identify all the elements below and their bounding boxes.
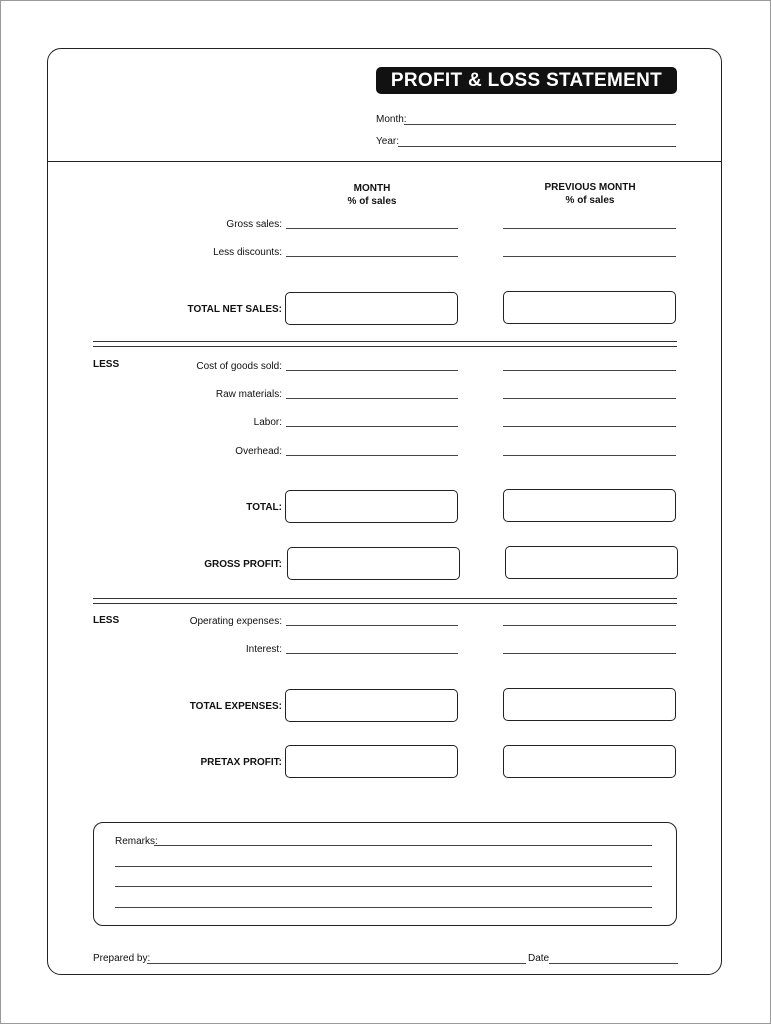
previous-month-column-heading bbox=[515, 181, 665, 207]
total-net-sales-previous-box[interactable] bbox=[503, 291, 676, 324]
pretax-profit-month-box[interactable] bbox=[285, 745, 458, 778]
total-net-sales-label: TOTAL NET SALES: bbox=[187, 304, 282, 315]
section-divider-1 bbox=[93, 341, 677, 347]
cost-of-goods-sold-previous-field[interactable] bbox=[503, 370, 676, 371]
overhead-month-field[interactable] bbox=[286, 455, 458, 456]
less-discounts-month-field[interactable] bbox=[286, 256, 458, 257]
gross-sales-month-field[interactable] bbox=[286, 228, 458, 229]
form-title: PROFIT & LOSS STATEMENT bbox=[376, 67, 677, 94]
previous-month-column-sub: % of sales bbox=[565, 195, 615, 206]
remarks-line-3[interactable] bbox=[115, 886, 652, 887]
remarks-line-4[interactable] bbox=[115, 907, 652, 908]
interest-month-field[interactable] bbox=[286, 653, 458, 654]
gross-profit-label: GROSS PROFIT: bbox=[204, 559, 282, 570]
gross-sales-label: Gross sales: bbox=[226, 219, 282, 230]
labor-previous-field[interactable] bbox=[503, 426, 676, 427]
raw-materials-previous-field[interactable] bbox=[503, 398, 676, 399]
prepared-by-field[interactable] bbox=[147, 963, 526, 964]
month-column-sub: % of sales bbox=[347, 196, 397, 207]
interest-label: Interest: bbox=[245, 644, 282, 655]
overhead-previous-field[interactable] bbox=[503, 455, 676, 456]
less-discounts-label: Less discounts: bbox=[213, 247, 282, 258]
gross-profit-previous-box[interactable] bbox=[505, 546, 678, 579]
operating-expenses-month-field[interactable] bbox=[286, 625, 458, 626]
labor-label: Labor: bbox=[253, 417, 282, 428]
prepared-by-label: Prepared by: bbox=[93, 953, 151, 964]
overhead-label: Overhead: bbox=[235, 446, 282, 457]
total-expenses-month-box[interactable] bbox=[285, 689, 458, 722]
section-divider-2 bbox=[93, 598, 677, 604]
header-divider bbox=[47, 161, 722, 162]
remarks-box bbox=[93, 822, 677, 926]
gross-profit-month-box[interactable] bbox=[287, 547, 460, 580]
raw-materials-label: Raw materials: bbox=[215, 389, 282, 400]
month-field[interactable] bbox=[404, 124, 676, 125]
pretax-profit-previous-box[interactable] bbox=[503, 745, 676, 778]
total-month-box[interactable] bbox=[285, 490, 458, 523]
total-label: TOTAL: bbox=[246, 502, 282, 513]
total-expenses-previous-box[interactable] bbox=[503, 688, 676, 721]
remarks-label: Remarks: bbox=[115, 836, 158, 847]
remarks-line-1[interactable] bbox=[154, 845, 652, 846]
less-section-label: LESS bbox=[93, 359, 120, 370]
month-label: Month: bbox=[376, 114, 407, 125]
less-expenses-section-label: LESS bbox=[93, 615, 120, 626]
date-field[interactable] bbox=[549, 963, 678, 964]
remarks-line-2[interactable] bbox=[115, 866, 652, 867]
month-column-title: MONTH bbox=[353, 183, 391, 194]
year-field[interactable] bbox=[398, 146, 676, 147]
total-expenses-label: TOTAL EXPENSES: bbox=[189, 701, 282, 712]
total-previous-box[interactable] bbox=[503, 489, 676, 522]
month-column-heading bbox=[317, 182, 427, 208]
operating-expenses-label: Operating expenses: bbox=[189, 616, 282, 627]
less-discounts-previous-field[interactable] bbox=[503, 256, 676, 257]
interest-previous-field[interactable] bbox=[503, 653, 676, 654]
cost-of-goods-sold-month-field[interactable] bbox=[286, 370, 458, 371]
pretax-profit-label: PRETAX PROFIT: bbox=[200, 757, 282, 768]
operating-expenses-previous-field[interactable] bbox=[503, 625, 676, 626]
previous-month-column-title: PREVIOUS MONTH bbox=[544, 182, 636, 193]
cost-of-goods-sold-label: Cost of goods sold: bbox=[196, 361, 282, 372]
date-label: Date bbox=[528, 953, 550, 964]
labor-month-field[interactable] bbox=[286, 426, 458, 427]
year-label: Year: bbox=[376, 136, 399, 147]
gross-sales-previous-field[interactable] bbox=[503, 228, 676, 229]
total-net-sales-month-box[interactable] bbox=[285, 292, 458, 325]
raw-materials-month-field[interactable] bbox=[286, 398, 458, 399]
